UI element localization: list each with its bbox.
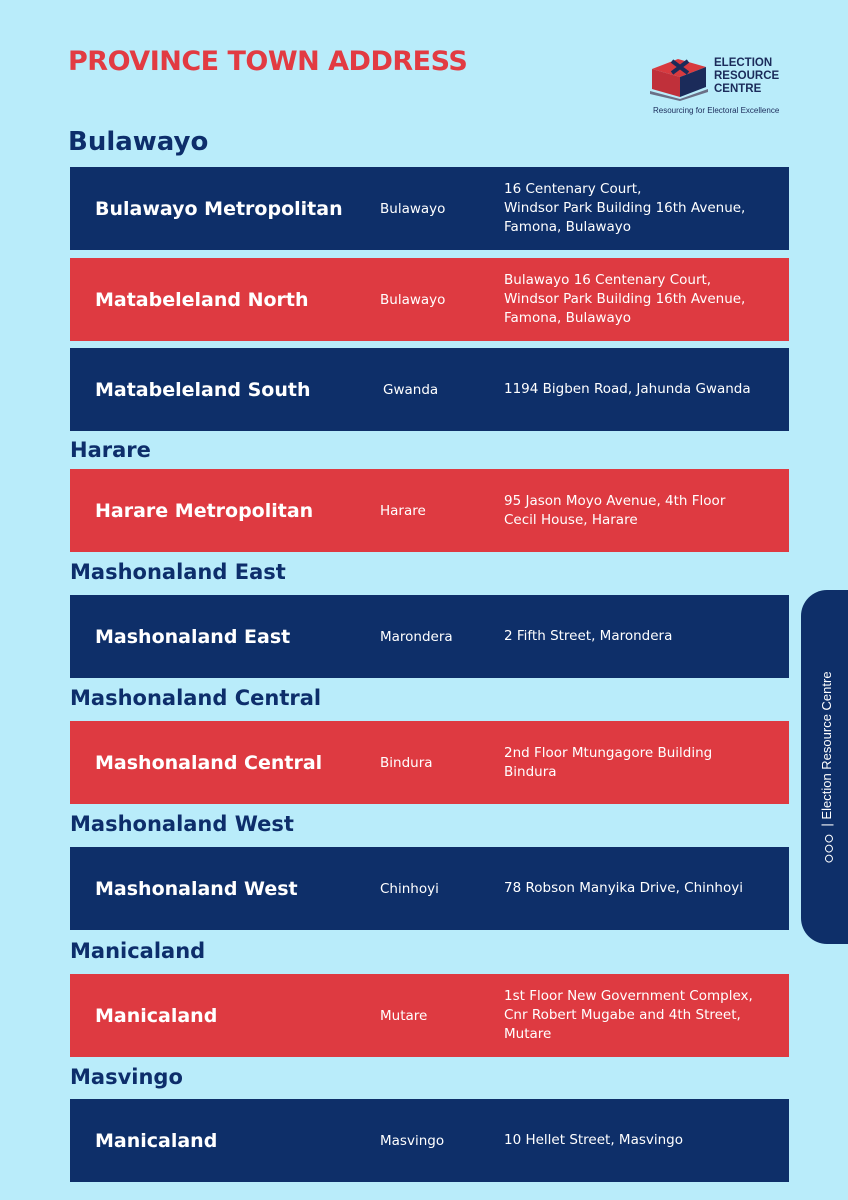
town-name: Mutare bbox=[380, 1007, 428, 1024]
section-heading-masvingo: Masvingo bbox=[70, 1065, 183, 1089]
address: 95 Jason Moyo Avenue, 4th Floor Cecil House, Harare bbox=[504, 492, 726, 528]
table-row bbox=[70, 847, 789, 930]
town-name: Bulawayo bbox=[380, 291, 446, 308]
address: 10 Hellet Street, Masvingo bbox=[504, 1132, 684, 1148]
town-name: Chinhoyi bbox=[380, 880, 439, 897]
address: 1194 Bigben Road, Jahunda Gwanda bbox=[504, 381, 751, 397]
town-name: Marondera bbox=[380, 628, 453, 645]
province-name: Manicaland bbox=[95, 1004, 218, 1027]
province-name: Mashonaland East bbox=[95, 625, 291, 648]
page-title: PROVINCE TOWN ADDRESS bbox=[68, 46, 468, 77]
logo-wordmark: ELECTION RESOURCE CENTRE bbox=[714, 57, 780, 95]
section-heading-manicaland: Manicaland bbox=[70, 939, 206, 963]
town-name: Bindura bbox=[380, 754, 433, 771]
section-heading-mashonaland-east: Mashonaland East bbox=[70, 560, 286, 584]
side-branding-text: | Election Resource Centre bbox=[819, 671, 835, 862]
table-row bbox=[70, 1099, 789, 1182]
town-name: Harare bbox=[380, 502, 426, 519]
table-row bbox=[70, 974, 789, 1057]
province-name: Manicaland bbox=[95, 1129, 218, 1152]
section-heading-mashonaland-west: Mashonaland West bbox=[70, 812, 294, 836]
province-name: Harare Metropolitan bbox=[95, 499, 314, 522]
address: 16 Centenary Court, Windsor Park Building 16th Avenue, Famona, Bulawayo bbox=[504, 181, 746, 235]
election-resource-centre-logo bbox=[648, 55, 798, 120]
section-heading-harare: Harare bbox=[70, 438, 151, 462]
address: 78 Robson Manyika Drive, Chinhoyi bbox=[504, 880, 743, 896]
side-branding-tab bbox=[801, 590, 848, 944]
table-row bbox=[70, 721, 789, 804]
town-name: Gwanda bbox=[383, 381, 439, 398]
town-name: Bulawayo bbox=[380, 200, 446, 217]
province-name: Bulawayo Metropolitan bbox=[95, 197, 343, 220]
table-row bbox=[70, 167, 789, 250]
table-row bbox=[70, 348, 789, 431]
town-name: Masvingo bbox=[380, 1132, 445, 1149]
province-name: Matabeleland South bbox=[95, 378, 311, 401]
table-row bbox=[70, 258, 789, 341]
table-row bbox=[70, 595, 789, 678]
province-name: Mashonaland West bbox=[95, 877, 298, 900]
address: Bulawayo 16 Centenary Court, Windsor Park Building 16th Avenue, Famona, Bulawayo bbox=[504, 272, 746, 326]
section-heading-bulawayo: Bulawayo bbox=[68, 127, 209, 157]
social-icons bbox=[820, 833, 835, 863]
logo-tagline: Resourcing for Electoral Excellence bbox=[653, 106, 780, 115]
province-name: Mashonaland Central bbox=[95, 751, 323, 774]
address: 2nd Floor Mtungagore Building Bindura bbox=[504, 744, 713, 780]
address: 2 Fifth Street, Marondera bbox=[504, 628, 673, 644]
address: 1st Floor New Government Complex, Cnr Robert Mugabe and 4th Street, Mutare bbox=[504, 988, 753, 1042]
ballot-box-icon bbox=[648, 55, 710, 101]
province-name: Matabeleland North bbox=[95, 288, 309, 311]
section-heading-mashonaland-central: Mashonaland Central bbox=[70, 686, 322, 710]
table-row bbox=[70, 469, 789, 552]
